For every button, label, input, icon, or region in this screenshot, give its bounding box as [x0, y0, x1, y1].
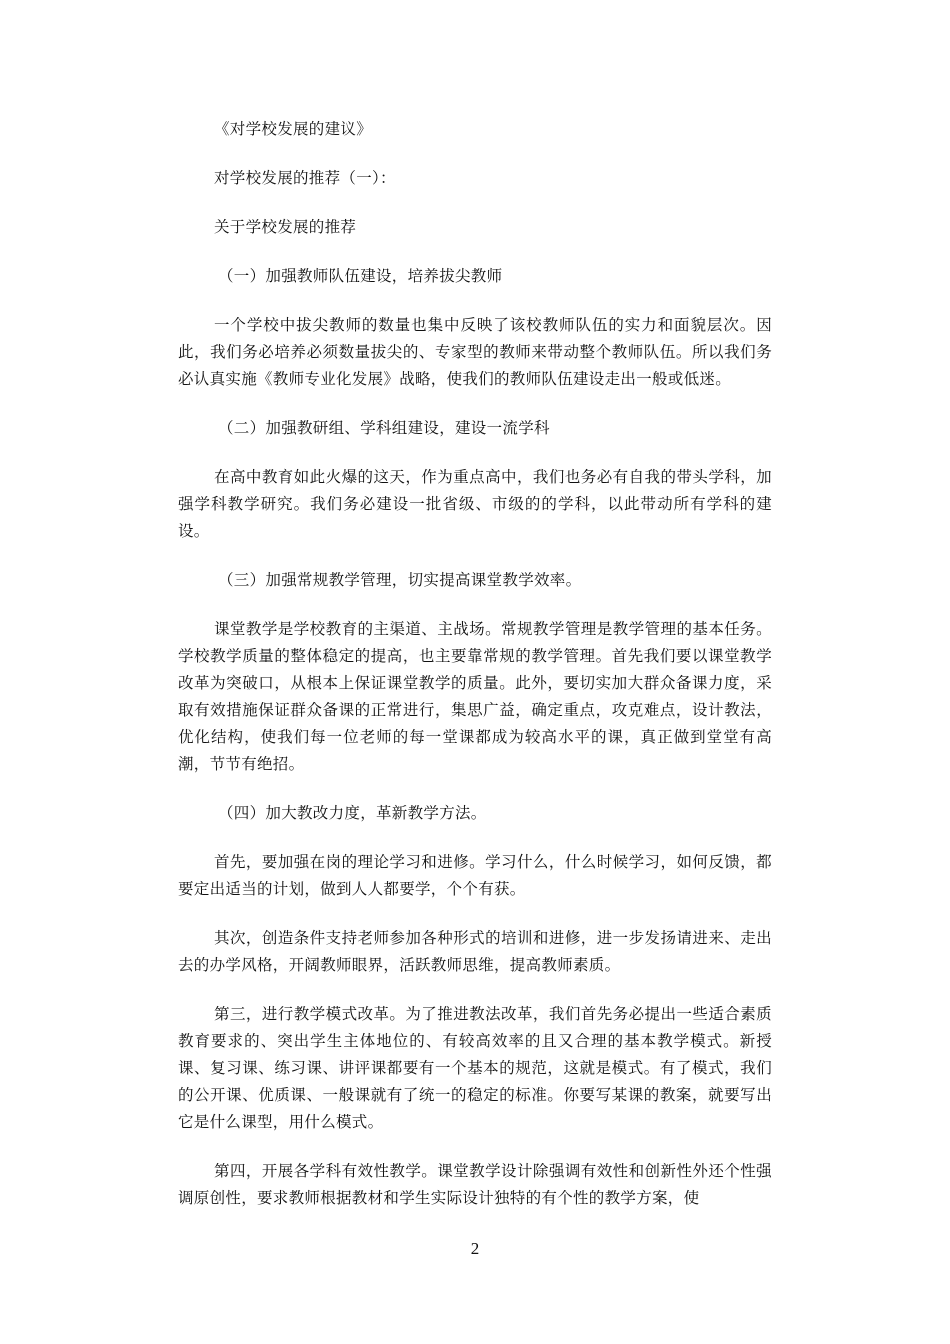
section-heading-4: （四）加大教改力度，革新教学方法。 [218, 804, 487, 822]
paragraph-3: 课堂教学是学校教育的主渠道、主战场。常规教学管理是教学管理的基本任务。学校教学质量的整体稳定的提高，也主要靠常规的教学管理。首先我们要以课堂教学改革为突破口，从根本上保证课堂教学的质量。此外，要切实加大群众备课力度，采取有效措施保证群众备课的正常进行，集思广益，确定重点，攻克难点，设计教法，优化结构，使我们每一位老师的每一堂课都成为较高水平的课，真正做到堂堂有高潮，节节有绝招。 [178, 620, 772, 773]
section-heading-1: （一）加强教师队伍建设，培养拔尖教师 [218, 267, 503, 285]
page-number: 2 [470, 1239, 480, 1258]
section-heading-2: （二）加强教研组、学科组建设，建设一流学科 [218, 419, 550, 437]
document-title: 《对学校发展的建议》 [214, 120, 373, 138]
document-subtitle: 对学校发展的推荐（一）： [214, 169, 396, 187]
document-body [178, 116, 772, 1234]
paragraph-5: 其次，创造条件支持老师参加各种形式的培训和进修，进一步发扬请进来、走出去的办学风格，开阔教师眼界，活跃教师思维，提高教师素质。 [178, 929, 772, 974]
paragraph-2: 在高中教育如此火爆的这天，作为重点高中，我们也务必有自我的带头学科，加强学科教学研究。我们务必建设一批省级、市级的的学科，以此带动所有学科的建设。 [178, 468, 772, 540]
paragraph-1: 一个学校中拔尖教师的数量也集中反映了该校教师队伍的实力和面貌层次。因此，我们务必培养必须数量拔尖的、专家型的教师来带动整个教师队伍。所以我们务必认真实施《教师专业化发展》战略，使我们的教师队伍建设走出一般或低迷。 [178, 316, 772, 388]
section-heading-3: （三）加强常规教学管理，切实提高课堂教学效率。 [218, 571, 582, 589]
paragraph-4: 首先，要加强在岗的理论学习和进修。学习什么，什么时候学习，如何反馈，都要定出适当的计划，做到人人都要学，个个有获。 [178, 853, 772, 898]
paragraph-7: 第四，开展各学科有效性教学。课堂教学设计除强调有效性和创新性外还个性强调原创性，要求教师根据教材和学生实际设计独特的有个性的教学方案，使 [178, 1162, 772, 1207]
section-title: 关于学校发展的推荐 [214, 218, 357, 236]
paragraph-6: 第三，进行教学模式改革。为了推进教法改革，我们首先务必提出一些适合素质教育要求的、突出学生主体地位的、有较高效率的且又合理的基本教学模式。新授课、复习课、练习课、讲评课都要有一个基本的规范，这就是模式。有了模式，我们的公开课、优质课、一般课就有了统一的稳定的标准。你要写某课的教案，就要写出它是什么课型，用什么模式。 [178, 1005, 772, 1131]
